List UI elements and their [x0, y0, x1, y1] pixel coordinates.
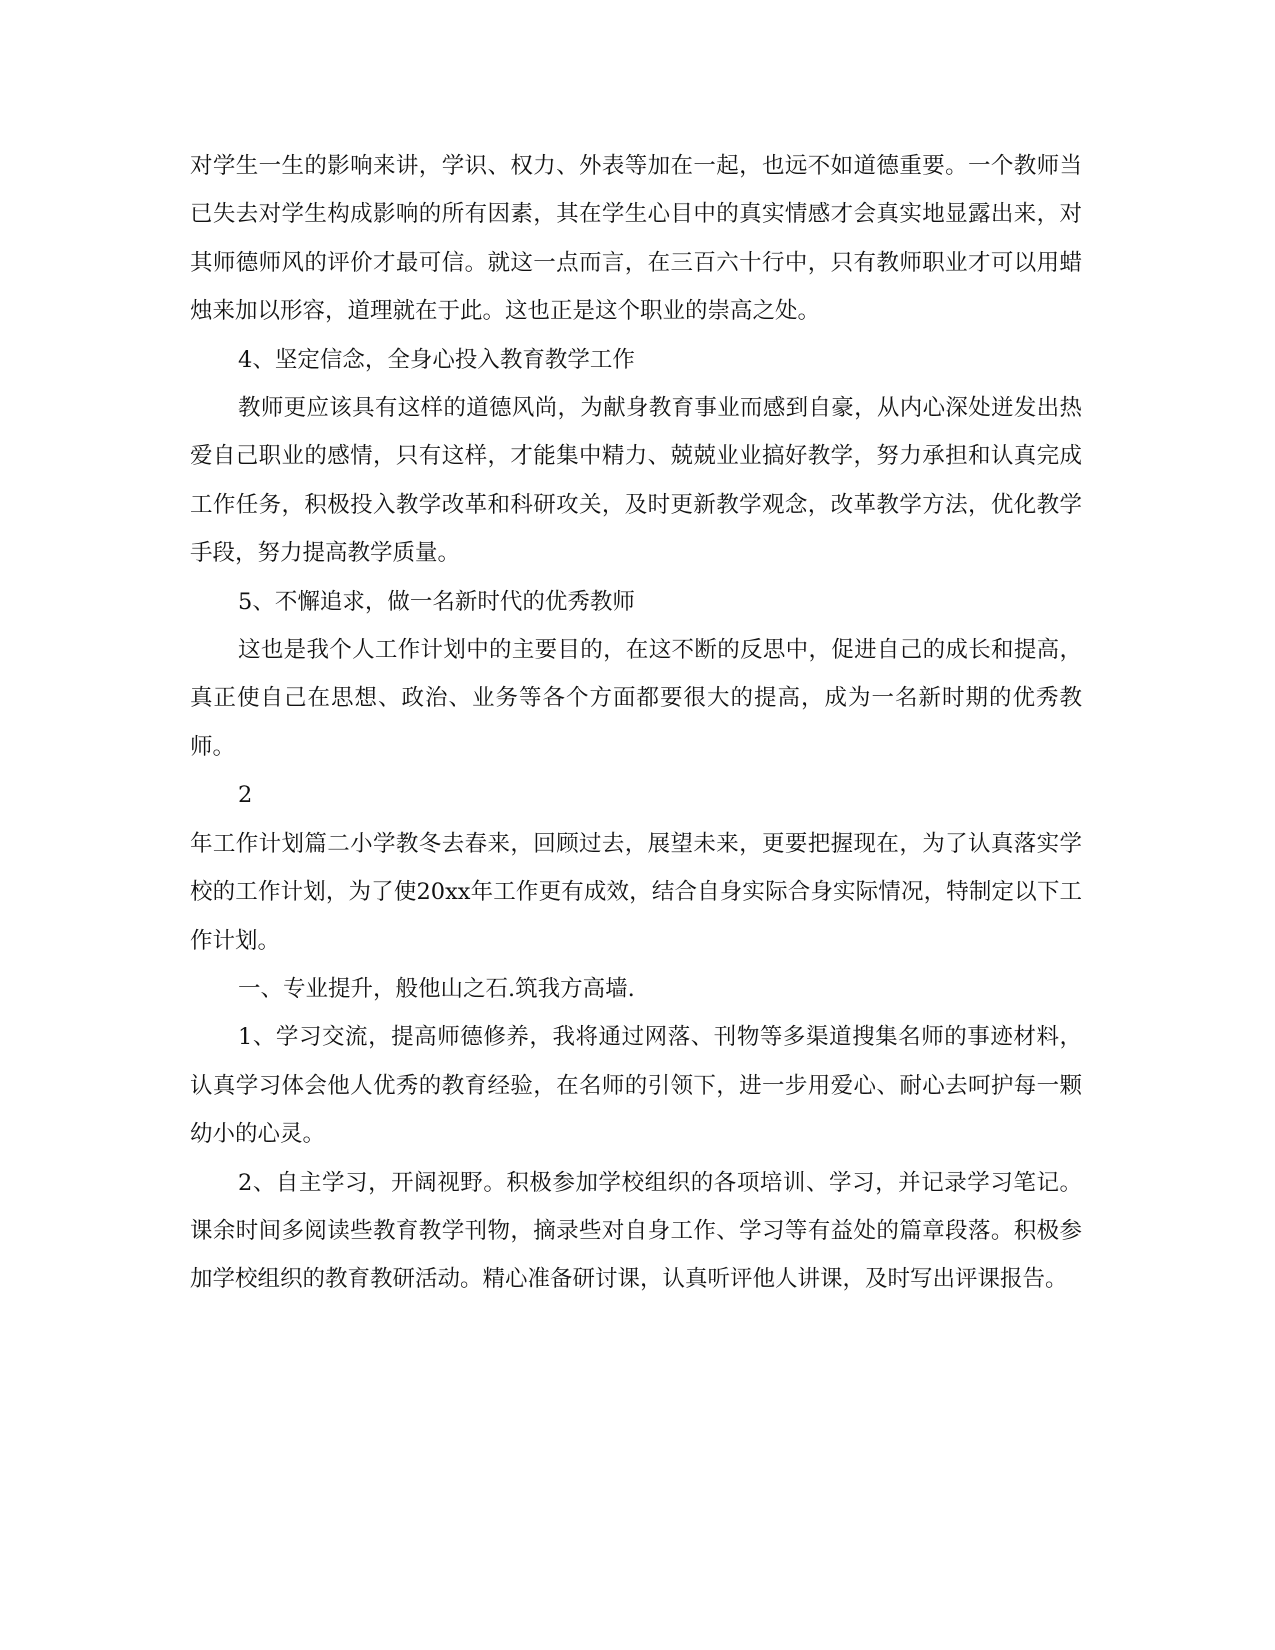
section-heading: 一、专业提升，般他山之石.筑我方高墙. — [238, 975, 635, 1002]
document-body — [190, 142, 1082, 1304]
paragraph: 这也是我个人工作计划中的主要目的，在这不断的反思中，促进自己的成长和提高，真正使自己在思想、政治、业务等各个方面都要很大的提高，成为一名新时期的优秀教师。 — [190, 637, 1082, 760]
paragraph: 1、学习交流，提高师德修养，我将通过网落、刊物等多渠道搜集名师的事迹材料，认真学习体会他人优秀的教育经验，在名师的引领下，进一步用爱心、耐心去呵护每一颗幼小的心灵。 — [190, 1024, 1082, 1148]
paragraph: 2 — [238, 782, 253, 809]
paragraph: 对学生一生的影响来讲，学识、权力、外表等加在一起，也远不如道德重要。一个教师当已失去对学生构成影响的所有因素，其在学生心目中的真实情感才会真实地显露出来，对其师德师风的评价才最可信。就这一点而言，在三百六十行中，只有教师职业才可以用蜡烛来加以形容，道理就在于此。这也正是这个职业的崇高之处。 — [190, 153, 1082, 325]
paragraph: 2、自主学习，开阔视野。积极参加学校组织的各项培训、学习，并记录学习笔记。课余时间多阅读些教育教学刊物，摘录些对自身工作、学习等有益处的篇章段落。积极参加学校组织的教育教研活动。精心准备研讨课，认真听评他人讲课，及时写出评课报告。 — [190, 1169, 1082, 1293]
section-heading: 5、不懈追求，做一名新时代的优秀教师 — [238, 588, 635, 615]
section-heading: 4、坚定信念，全身心投入教育教学工作 — [238, 346, 635, 373]
paragraph: 教师更应该具有这样的道德风尚，为献身教育事业而感到自豪，从内心深处迸发出热爱自己职业的感情，只有这样，才能集中精力、兢兢业业搞好教学，努力承担和认真完成工作任务，积极投入教学改革和科研攻关，及时更新教学观念，改革教学方法，优化教学手段，努力提高教学质量。 — [190, 395, 1082, 567]
paragraph: 年工作计划篇二小学教冬去春来，回顾过去，展望未来，更要把握现在，为了认真落实学校的工作计划，为了使20xx年工作更有成效，结合自身实际合身实际情况，特制定以下工作计划。 — [190, 830, 1082, 954]
